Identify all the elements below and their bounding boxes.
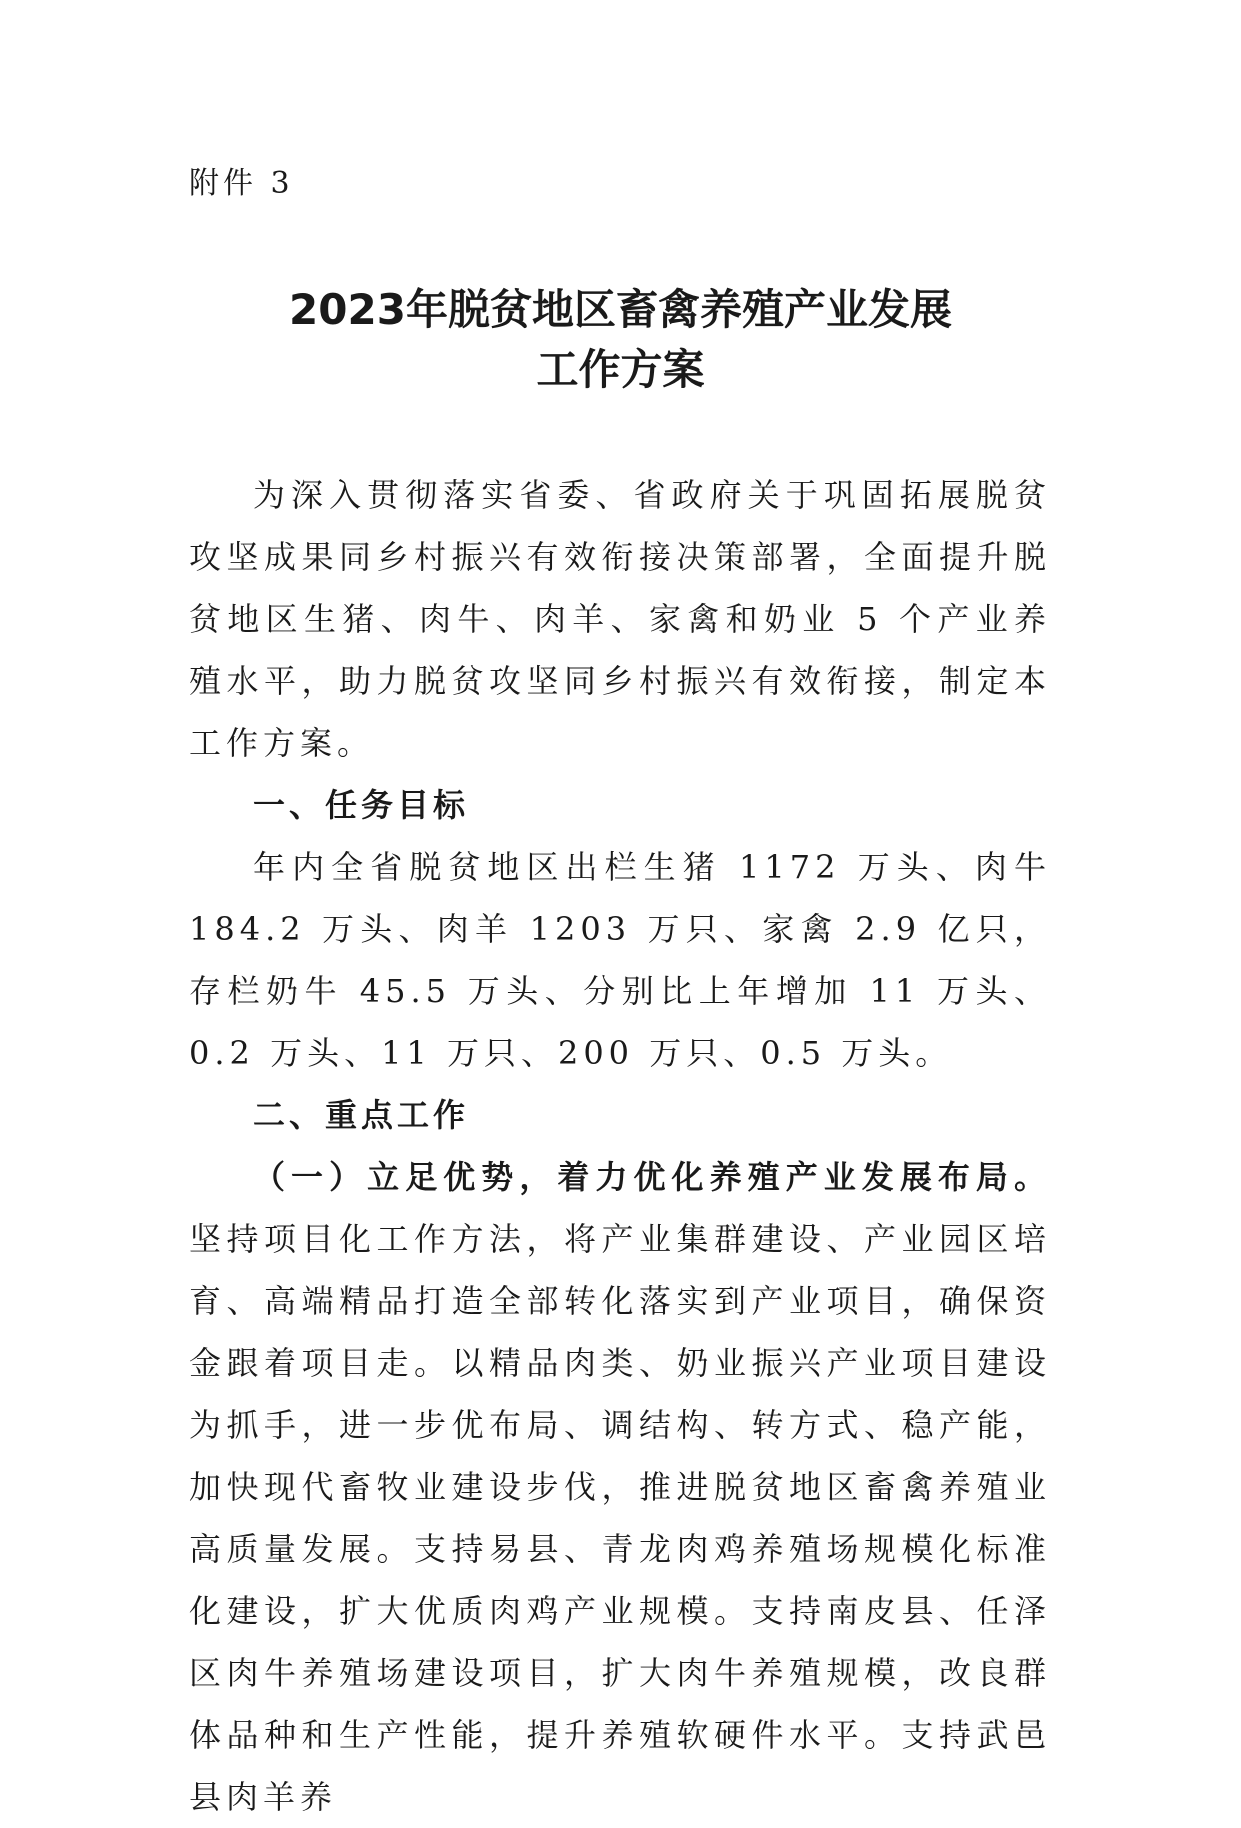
intro-paragraph: 为深入贯彻落实省委、省政府关于巩固拓展脱贫攻坚成果同乡村振兴有效衔接决策部署，全面提升脱贫地区生猪、肉牛、肉羊、家禽和奶业 5 个产业养殖水平，助力脱贫攻坚同乡村振兴有效衔接，制定本工作方案。 bbox=[189, 476, 1051, 762]
item-1-lead: （一）立足优势，着力优化养殖产业发展布局。 bbox=[253, 1158, 1051, 1196]
section-2-heading: 二、重点工作 bbox=[253, 1096, 470, 1134]
item-1-text: 坚持项目化工作方法，将产业集群建设、产业园区培育、高端精品打造全部转化落实到产业项目，确保资金跟着项目走。以精品肉类、奶业振兴产业项目建设为抓手，进一步优布局、调结构、转方式、稳产能，加快现代畜牧业建设步伐，推进脱贫地区畜禽养殖业高质量发展。支持易县、青龙肉鸡养殖场规模化标准化建设，扩大优质肉鸡产业规模。支持南皮县、任泽区肉牛养殖场建设项目，扩大肉牛养殖规模，改良群体品种和生产性能，提升养殖软硬件水平。支持武邑县肉羊养 bbox=[189, 1220, 1051, 1816]
title-line-1: 2023年脱贫地区畜禽养殖产业发展 bbox=[289, 285, 952, 334]
attachment-label: 附件 3 bbox=[189, 166, 294, 201]
document-body bbox=[189, 464, 1051, 1828]
section-1-heading: 一、任务目标 bbox=[253, 786, 470, 824]
section-2-item-1-paragraph bbox=[189, 1146, 1051, 1828]
title-line-2: 工作方案 bbox=[536, 345, 705, 394]
document-title bbox=[0, 280, 1241, 400]
section-1-paragraph: 年内全省脱贫地区出栏生猪 1172 万头、肉牛 184.2 万头、肉羊 1203 万只、家禽 2.9 亿只，存栏奶牛 45.5 万头、分别比上年增加 11 万头、0.2 万头、11 万只、200 万只、0.5 万头。 bbox=[189, 848, 1051, 1072]
